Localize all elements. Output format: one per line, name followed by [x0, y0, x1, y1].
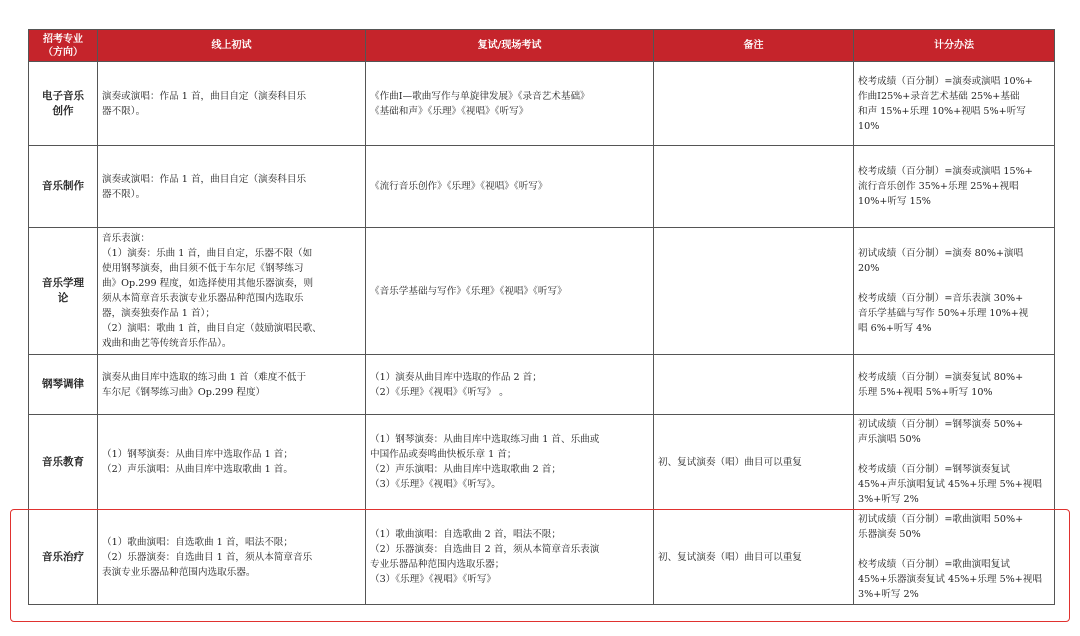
major-cell: 音乐制作	[29, 146, 98, 228]
major-cell: 钢琴调律	[29, 355, 98, 415]
scoring-cell: 校考成绩（百分制）=演奏或演唱 10%+ 作曲Ⅰ25%+录音艺术基础 25%+基础 和声 15%+乐理 10%+视唱 5%+听写 10%	[854, 62, 1055, 146]
admission-table	[28, 29, 1055, 605]
remark-cell: 初、复试演奏（唱）曲目可以重复	[654, 415, 854, 510]
admission-table-container	[28, 29, 1054, 605]
remark-cell	[654, 62, 854, 146]
scoring-cell: 校考成绩（百分制）=演奏复试 80%+ 乐理 5%+视唱 5%+听写 10%	[854, 355, 1055, 415]
scoring-cell: 初试成绩（百分制）=钢琴演奏 50%+ 声乐演唱 50% 校考成绩（百分制）=钢琴演奏复试 45%+声乐演唱复试 45%+乐理 5%+视唱 3%+听写 2%	[854, 415, 1055, 510]
remark-cell	[654, 355, 854, 415]
header-major: 招考专业 （方向）	[29, 30, 98, 62]
online-test-cell: 演奏从曲目库中选取的练习曲 1 首（难度不低于 车尔尼《钢琴练习曲》Op.299 程度）	[98, 355, 366, 415]
retest-cell: （1）演奏从曲目库中选取的作品 2 首； （2）《乐理》《视唱》《听写》 。	[366, 355, 654, 415]
header-retest: 复试/现场考试	[366, 30, 654, 62]
retest-cell: （1）歌曲演唱：自选歌曲 2 首，唱法不限； （2）乐器演奏：自选曲目 2 首，须从本简章音乐表演 专业乐器品种范围内选取乐器； （3）《乐理》《视唱》《听写》	[366, 510, 654, 605]
remark-cell	[654, 146, 854, 228]
major-cell: 音乐学理 论	[29, 228, 98, 355]
major-cell: 音乐教育	[29, 415, 98, 510]
table-row	[29, 228, 1055, 355]
scoring-cell: 初试成绩（百分制）=演奏 80%+演唱 20% 校考成绩（百分制）=音乐表演 30%+ 音乐学基础与写作 50%+乐理 10%+视 唱 6%+听写 4%	[854, 228, 1055, 355]
remark-cell	[654, 228, 854, 355]
retest-cell: 《作曲Ⅰ—歌曲写作与单旋律发展》《录音艺术基础》 《基础和声》《乐理》《视唱》《听写》	[366, 62, 654, 146]
major-cell: 电子音乐 创作	[29, 62, 98, 146]
header-remark: 备注	[654, 30, 854, 62]
remark-cell: 初、复试演奏（唱）曲目可以重复	[654, 510, 854, 605]
table-row	[29, 355, 1055, 415]
scoring-cell: 校考成绩（百分制）=演奏或演唱 15%+ 流行音乐创作 35%+乐理 25%+视唱 10%+听写 15%	[854, 146, 1055, 228]
table-row	[29, 62, 1055, 146]
table-header-row	[29, 30, 1055, 62]
table-row	[29, 146, 1055, 228]
online-test-cell: （1）钢琴演奏：从曲目库中选取作品 1 首； （2）声乐演唱：从曲目库中选取歌曲 1 首。	[98, 415, 366, 510]
online-test-cell: （1）歌曲演唱：自选歌曲 1 首，唱法不限； （2）乐器演奏：自选曲目 1 首，须从本简章音乐 表演专业乐器品种范围内选取乐器。	[98, 510, 366, 605]
retest-cell: （1）钢琴演奏：从曲目库中选取练习曲 1 首、乐曲或 中国作品或奏鸣曲快板乐章 1 首； （2）声乐演唱：从曲目库中选取歌曲 2 首； （3）《乐理》《视唱》《听写》。	[366, 415, 654, 510]
header-online-test: 线上初试	[98, 30, 366, 62]
table-row	[29, 510, 1055, 605]
retest-cell: 《音乐学基础与写作》《乐理》《视唱》《听写》	[366, 228, 654, 355]
header-scoring: 计分办法	[854, 30, 1055, 62]
major-cell: 音乐治疗	[29, 510, 98, 605]
online-test-cell: 演奏或演唱：作品 1 首，曲目自定（演奏科目乐 器不限）。	[98, 62, 366, 146]
scoring-cell: 初试成绩（百分制）=歌曲演唱 50%+ 乐器演奏 50% 校考成绩（百分制）=歌曲演唱复试 45%+乐器演奏复试 45%+乐理 5%+视唱 3%+听写 2%	[854, 510, 1055, 605]
retest-cell: 《流行音乐创作》《乐理》《视唱》《听写》	[366, 146, 654, 228]
online-test-cell: 音乐表演： （1）演奏：乐曲 1 首，曲目自定，乐器不限（如 使用钢琴演奏，曲目须不低于车尔尼《钢琴练习 曲》Op.299 程度，如选择使用其他乐器演奏，则 须从本简章音乐表演专业乐器品种范围内选取乐 器，演奏独奏作品 1 首）； （2）演唱：歌曲 1 首，曲目自定（鼓励演唱民歌、 戏曲和曲艺等传统音乐作品）。	[98, 228, 366, 355]
online-test-cell: 演奏或演唱：作品 1 首，曲目自定（演奏科目乐 器不限）。	[98, 146, 366, 228]
table-row	[29, 415, 1055, 510]
